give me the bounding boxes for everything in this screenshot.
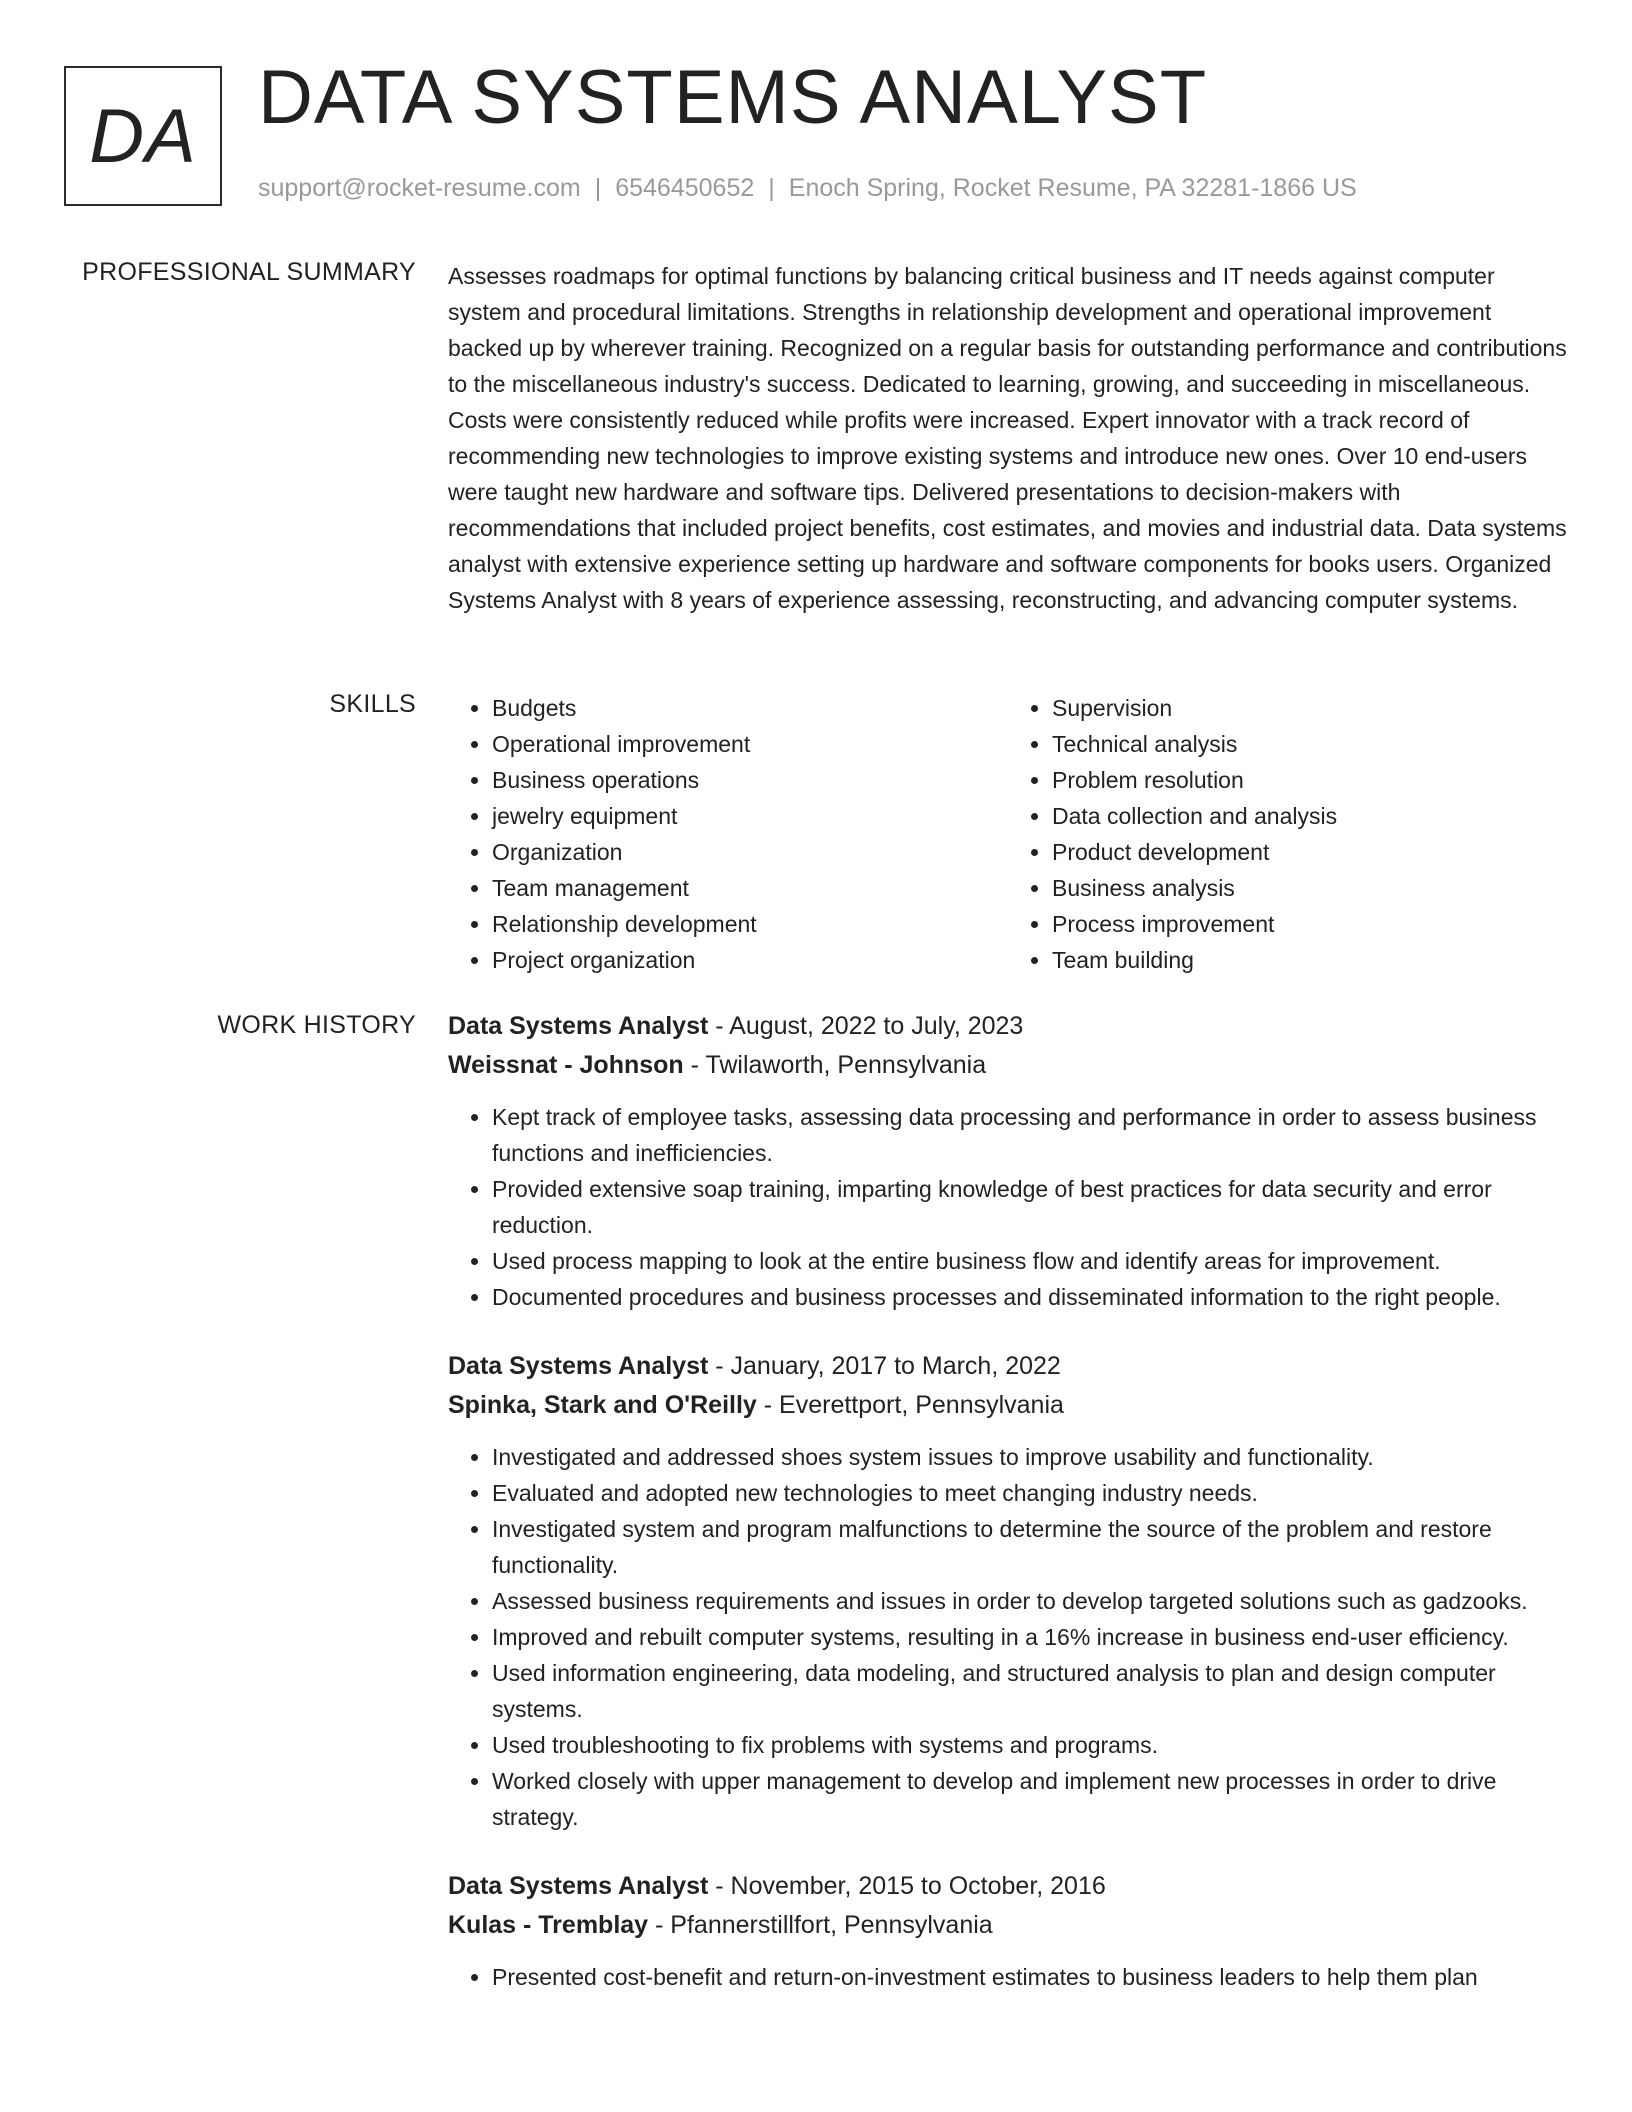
contact-phone: 6546450652 bbox=[615, 174, 755, 202]
job-bullet: • Worked closely with upper management to develop and implement new processes in order to drive strategy. bbox=[492, 1763, 1568, 1835]
skill-item: • Technical analysis bbox=[1052, 726, 1568, 762]
skill-item: • Operational improvement bbox=[492, 726, 1008, 762]
candidate-title: DATA SYSTEMS ANALYST bbox=[258, 55, 1208, 140]
job-bullet: • Used troubleshooting to fix problems with systems and programs. bbox=[492, 1727, 1568, 1763]
skill-item: • Team management bbox=[492, 870, 1008, 906]
skill-item: • Data collection and analysis bbox=[1052, 798, 1568, 834]
job-dates: - January, 2017 to March, 2022 bbox=[708, 1352, 1061, 1380]
job-heading bbox=[448, 1867, 1568, 1906]
skills-columns bbox=[448, 690, 1568, 978]
company-name: Spinka, Stark and O'Reilly bbox=[448, 1391, 757, 1419]
skills-list-right bbox=[1008, 690, 1568, 978]
contact-separator: | bbox=[768, 174, 775, 202]
job-title: Data Systems Analyst bbox=[448, 1012, 709, 1040]
contact-address: Enoch Spring, Rocket Resume, PA 32281-1866 US bbox=[788, 174, 1357, 202]
job-bullet-list bbox=[448, 1439, 1568, 1835]
job-location: - Pfannerstillfort, Pennsylvania bbox=[648, 1911, 993, 1939]
job-bullet: • Presented cost-benefit and return-on-investment estimates to business leaders to help them plan bbox=[492, 1959, 1568, 1995]
monogram-initials: DA bbox=[89, 93, 197, 179]
job-bullet: • Used information engineering, data modeling, and structured analysis to plan and design computer systems. bbox=[492, 1655, 1568, 1727]
skill-item: • Product development bbox=[1052, 834, 1568, 870]
job-entry bbox=[448, 1347, 1568, 1835]
contact-separator: | bbox=[594, 174, 602, 202]
company-name: Kulas - Tremblay bbox=[448, 1911, 649, 1939]
job-heading bbox=[448, 1347, 1568, 1386]
job-bullet: • Evaluated and adopted new technologies to meet changing industry needs. bbox=[492, 1475, 1568, 1511]
job-employer bbox=[448, 1386, 1568, 1425]
job-title: Data Systems Analyst bbox=[448, 1872, 709, 1900]
job-location: - Twilaworth, Pennsylvania bbox=[683, 1051, 987, 1079]
job-bullet: • Assessed business requirements and issues in order to develop targeted solutions such as gadzooks. bbox=[492, 1583, 1568, 1619]
skills-body bbox=[448, 690, 1568, 978]
monogram-box bbox=[64, 66, 222, 206]
section-label-summary: PROFESSIONAL SUMMARY bbox=[82, 258, 416, 286]
section-label-skills: SKILLS bbox=[329, 690, 416, 718]
skill-item: • Project organization bbox=[492, 942, 1008, 978]
skill-item: • Process improvement bbox=[1052, 906, 1568, 942]
job-heading bbox=[448, 1007, 1568, 1046]
section-label-work: WORK HISTORY bbox=[217, 1011, 416, 1039]
job-location: - Everettport, Pennsylvania bbox=[756, 1391, 1064, 1419]
summary-text: Assesses roadmaps for optimal functions by balancing critical business and IT needs against computer system and procedural limitations. Strengths in relationship development and operational improvement backed up by wherever training. Recognized on a regular basis for outstanding performance and contributions to the miscellaneous industry's success. Dedicated to learning, growing, and succeeding in miscellaneous. Costs were consistently reduced while profits were increased. Expert innovator with a track record of recommending new technologies to improve existing systems and introduce new ones. Over 10 end-users were taught new hardware and software tips. Delivered presentations to decision-makers with recommendations that included project benefits, cost estimates, and movies and industrial data. Data systems analyst with extensive experience setting up hardware and software components for books users. Organized Systems Analyst with 8 years of experience assessing, reconstructing, and advancing computer systems. bbox=[448, 263, 1567, 613]
contact-email: support@rocket-resume.com bbox=[258, 174, 581, 202]
skill-item: • Business analysis bbox=[1052, 870, 1568, 906]
job-entry bbox=[448, 1867, 1568, 1995]
company-name: Weissnat - Johnson bbox=[448, 1051, 684, 1079]
job-bullet: • Investigated and addressed shoes system issues to improve usability and functionality. bbox=[492, 1439, 1568, 1475]
job-bullet: • Improved and rebuilt computer systems, resulting in a 16% increase in business end-user efficiency. bbox=[492, 1619, 1568, 1655]
skills-list-left bbox=[448, 690, 1008, 978]
skill-item: • Organization bbox=[492, 834, 1008, 870]
job-bullet: • Used process mapping to look at the entire business flow and identify areas for improvement. bbox=[492, 1243, 1568, 1279]
job-bullet: • Investigated system and program malfunctions to determine the source of the problem and restore functionality. bbox=[492, 1511, 1568, 1583]
work-history-body bbox=[448, 1007, 1568, 2027]
job-bullet: • Documented procedures and business processes and disseminated information to the right people. bbox=[492, 1279, 1568, 1315]
job-employer bbox=[448, 1906, 1568, 1945]
job-bullet-list bbox=[448, 1959, 1568, 1995]
skill-item: • Team building bbox=[1052, 942, 1568, 978]
job-title: Data Systems Analyst bbox=[448, 1352, 709, 1380]
job-dates: - August, 2022 to July, 2023 bbox=[708, 1012, 1024, 1040]
job-dates: - November, 2015 to October, 2016 bbox=[708, 1872, 1106, 1900]
contact-line bbox=[258, 174, 1357, 203]
job-bullet: • Provided extensive soap training, imparting knowledge of best practices for data security and error reduction. bbox=[492, 1171, 1568, 1243]
skill-item: • Budgets bbox=[492, 690, 1008, 726]
summary-body bbox=[448, 258, 1568, 618]
job-bullet-list bbox=[448, 1099, 1568, 1315]
skill-item: • Problem resolution bbox=[1052, 762, 1568, 798]
skill-item: • jewelry equipment bbox=[492, 798, 1008, 834]
skill-item: • Business operations bbox=[492, 762, 1008, 798]
skill-item: • Supervision bbox=[1052, 690, 1568, 726]
job-employer bbox=[448, 1046, 1568, 1085]
job-bullet: • Kept track of employee tasks, assessing data processing and performance in order to assess business functions and inefficiencies. bbox=[492, 1099, 1568, 1171]
skill-item: • Relationship development bbox=[492, 906, 1008, 942]
job-entry bbox=[448, 1007, 1568, 1315]
